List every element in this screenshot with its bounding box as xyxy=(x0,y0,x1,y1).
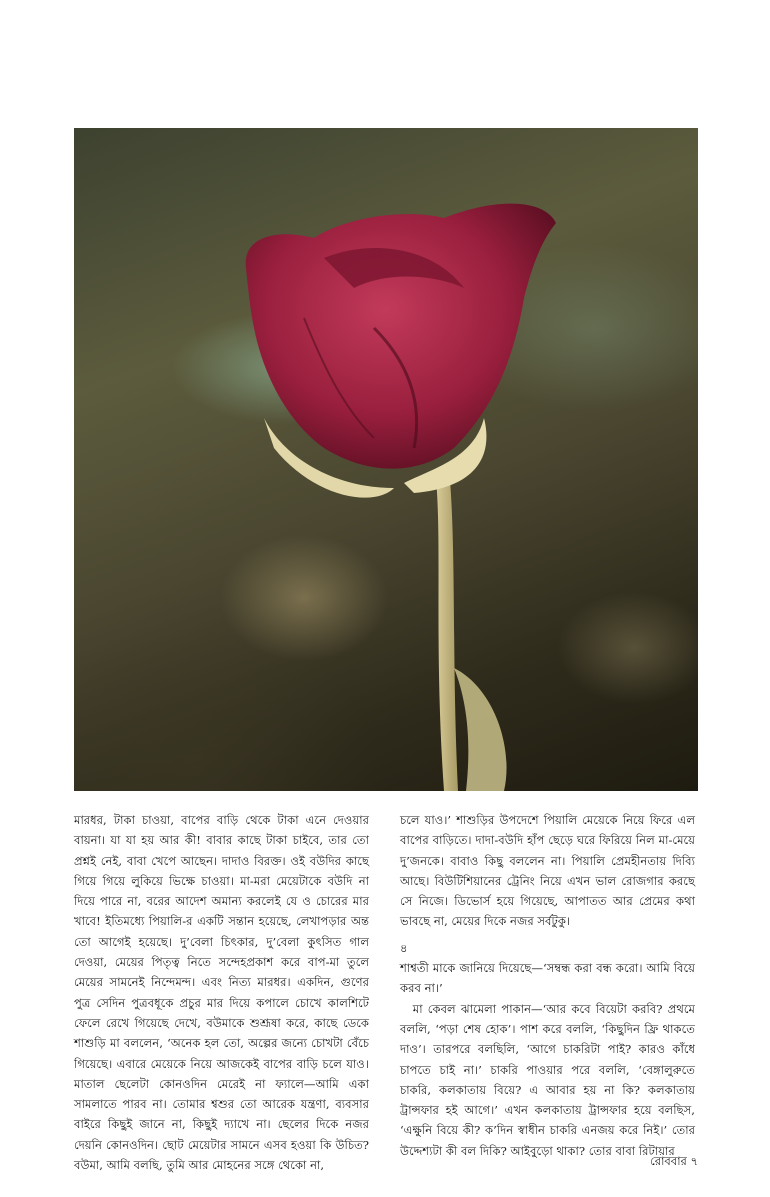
body-paragraph: চলে যাও।’ শাশুড়ির উপদেশে পিয়ালি মেয়েকে নিয়ে ফিরে এল বাপের বাড়িতে। দাদা-বউদি হাঁপ ছেড়ে ঘরে ফিরিয়ে নিল মা-মেয়ে দু’জনকে। বাবাও কিছু বললেন না। পিয়ালি প্রেমহীনতায় দিব্যি আছে। বিউটিশিয়ানের ট্রেনিং নিয়ে এখন ভাল রোজগার করছে সে নিজে। ডিভোর্স হয়ে গিয়েছে, আপাতত আর প্রেমের কথা ভাবছে না, মেয়ের দিকে নজর সর্বটুকু। xyxy=(400,813,695,929)
body-paragraph: মা কেবল ঝামেলা পাকান—‘আর কবে বিয়েটা করবি? প্রথমে বললি, ‘পড়া শেষ হোক’। পাশ করে বললি, ‘কিছুদিন ফ্রি থাকতে দাও’। তারপরে বলছিলি, ‘আগে চাকরিটা পাই? কারও কাঁধে চাপতে চাই না।’ চাকরি পাওয়ার পরে বললি, ‘বেঙ্গালুরুতে চাকরি, কলকাতায় বিয়ে? এ আবার হয় না কি? কলকাতায় ট্রান্সফার হই আগে।’ এখন কলকাতায় ট্রান্সফার হয়ে বলছিস, ‘এক্ষুনি বিয়ে কী? ক’দিন স্বাধীন চাকরি এনজয় করে নিই।’ তোর উদ্দেশ্যটা কী বল দিকি? আইবুড়ো থাকা? তোর বাবা রিটায়ার xyxy=(400,1001,695,1158)
rose-icon xyxy=(74,128,698,791)
section-number: ৪ xyxy=(400,940,408,955)
rose-photo xyxy=(74,128,698,791)
body-paragraph: শাশ্বতী মাকে জানিয়ে দিয়েছে—‘সম্বন্ধ করা বন্ধ করো। আমি বিয়ে করব না।’ xyxy=(400,961,695,996)
page-footer: রোববার ৭ xyxy=(650,1154,698,1168)
right-column xyxy=(400,810,695,1161)
body-paragraph: মারধর, টাকা চাওয়া, বাপের বাড়ি থেকে টাকা এনে দেওয়ার বায়না। যা যা হয় আর কী! বাবার কাছে টাকা চাইবে, তার তো প্রশ্নই নেই, বাবা খেপে আছেন। দাদাও বিরক্ত। ওই বউদির কাছে গিয়ে গিয়ে লুকিয়ে ভিক্ষে চাওয়া। মা-মরা মেয়েটাকে বউদি না দিয়ে পারে না, বরের আদেশ অমান্য করলেই যে ও চোরের মার খাবে! ইতিমধ্যে পিয়ালি-র একটি সন্তান হয়েছে, লেখাপড়ার অন্ত তো আগেই হয়েছে। দু’বেলা চিৎকার, দু’বেলা কুৎসিত গাল দেওয়া, মেয়ের পিতৃত্ব নিতে সন্দেহপ্রকাশ করে বাপ-মা তুলে মেয়ের সামনেই নিন্দেমন্দ। এবং নিত্য মারধর। একদিন, গুণের পুত্র সেদিন পুত্রবধূকে প্রচুর মার দিয়ে কপালে চোখে কালশিটে ফেলে রেখে গিয়েছে দেখে, বউমাকে শুশ্রূষা করে, কাছে ডেকে শাশুড়ি মা বললেন, ‘অনেক হল তো, অল্পের জন্যে চোখটা বেঁচে গিয়েছে। এবারে মেয়েকে নিয়ে আজকেই বাপের বাড়ি চলে যাও। মাতাল ছেলেটা কোনওদিন মেরেই না ফ্যালে—আমি একা সামলাতে পারব না। তোমার শ্বশুর তো আরেক যন্ত্রণা, ব্যবসার বাইরে কিছুই জানে না, কিছুই দ্যাখে না। ছেলের দিকে নজর দেয়নি কোনওদিন। ছোট মেয়েটার সামনে এসব হওয়া কি উচিত? বউমা, আমি বলছি, তুমি আর মোহনের সঙ্গে থেকো না, xyxy=(74,813,369,1173)
left-column xyxy=(74,810,369,1175)
